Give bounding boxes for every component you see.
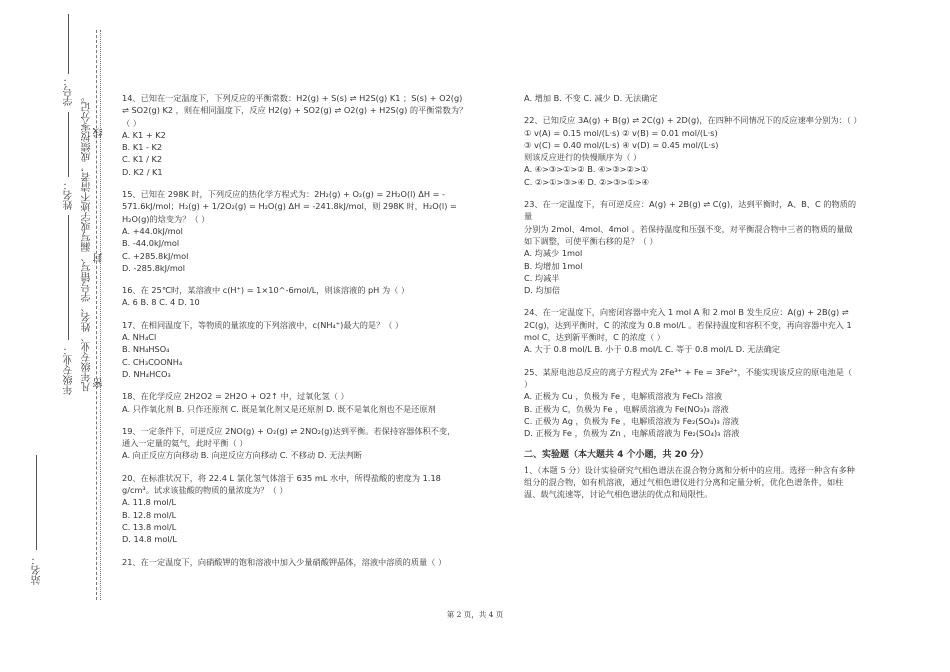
question-line: C. +285.8kJ/mol (122, 250, 189, 261)
binding-notice: 凡年级专业、姓名、学号错写、漏写或字迹不清者，成绩按零分记。 (82, 92, 93, 392)
experiment-line: 温、载气流速等，讨论气相色谱法的优点和局限性。 (524, 489, 713, 500)
grade-major-label: 年级专业： (64, 345, 75, 395)
student-id-underline (68, 14, 69, 74)
question-line: C. CH₃COONH₄ (122, 356, 183, 367)
student-id-label: 学号： (64, 76, 75, 106)
question-line: A. K1 + K2 (122, 129, 166, 140)
question-line: g/cm³。试求该盐酸的物质的量浓度为？（ ） (122, 485, 288, 496)
binding-dashed-line-inner (100, 30, 101, 600)
question-block (122, 472, 477, 546)
question-block (122, 284, 477, 309)
question-block (524, 366, 864, 440)
question-line: C. K1 / K2 (122, 154, 163, 165)
question-stem: 25、某原电池总反应的离子方程式为 2Fe³⁺ + Fe = 3Fe²⁺，不能实现该反应的原电池是（ (524, 366, 853, 377)
question-line: B. -44.0kJ/mol (122, 238, 180, 249)
question-stem: 14、已知在一定温度下，下列反应的平衡常数：H2(g) + S(s) ⇌ H2S(g) K1 ；S(s) + O2(g) (122, 93, 463, 103)
question-stem: 24、在一定温度下，向密闭容器中充入 1 mol A 和 2 mol B 发生反应：A(g) + 2B(g) ⇌ (524, 307, 849, 318)
question-stem: 21、在一定温度下，向硝酸钾的饱和溶液中加入少量硝酸钾晶体，溶液中溶质的质量（ ） (122, 556, 447, 567)
question-line: C. 正极为 Ag ，负极为 Fe ，电解质溶液为 Fe₂(SO₄)₃ 溶液 (524, 415, 739, 426)
question-line: A. 大于 0.8 mol/L B. 小于 0.8 mol/L C. 等于 0.8 mol/L D. 无法确定 (524, 344, 781, 355)
question-block (122, 319, 477, 380)
question-stem: 15、已知在 298K 时，下列反应的热化学方程式为：2H₂(g) + O₂(g) = 2H₂O(l) ΔH = - (122, 189, 445, 200)
question-line: A. 均减少 1mol (524, 248, 583, 259)
question-line: D. NH₄HCO₃ (122, 368, 171, 379)
question-line: A. +44.0kJ/mol (122, 225, 183, 236)
question-line: A. 正极为 Cu ，负极为 Fe ，电解质溶液为 FeCl₃ 溶液 (524, 391, 723, 402)
question-line: A. 只作氧化剂 B. 只作还原剂 C. 既是氧化剂又是还原剂 D. 既不是氧化剂也不是还原剂 (122, 403, 436, 414)
question-line: B. 12.8 mol/L (122, 509, 177, 520)
question-line: 则该反应进行的快慢顺序为（ ） (524, 152, 642, 163)
question-line: ① v(A) = 0.15 mol/(L·s) ② v(B) = 0.01 mol/(L·s) (524, 127, 718, 138)
question-line: 如下调整，可使平衡右移的是？（ ） (524, 235, 658, 246)
question-line: D. 正极为 Fe ，负极为 Zn ，电解质溶液为 Fe₂(SO₄)₃ 溶液 (524, 428, 740, 439)
question-line: A. 6 B. 8 C. 4 D. 10 (122, 297, 200, 308)
question-line: B. 正极为 C，负极为 Fe ，电解质溶液为 Fe(NO₃)₃ 溶液 (524, 403, 729, 414)
seal-xian: 线 (94, 128, 105, 138)
question-stem: 19、一定条件下，可逆反应 2NO(g) + O₂(g) ⇌ 2NO₂(g)达到平衡。若保持容器体积不变， (122, 425, 456, 436)
name-label: 姓名： (64, 180, 75, 210)
question-block (524, 114, 864, 188)
question-block (122, 390, 477, 415)
question-line: A. NH₄Cl (122, 332, 157, 343)
right-question-column (524, 92, 864, 511)
question-block (524, 198, 864, 296)
question-line: A. 11.8 mol/L (122, 497, 177, 508)
question-block (122, 92, 477, 178)
question-line: C. 均减半 (524, 272, 560, 283)
question-stem: 17、在相同温度下，等物质的量浓度的下列溶液中，c(NH₄⁺)最大的是？（ ） (122, 319, 404, 330)
question-line: C. ②>①>③>④ D. ②>③>①>④ (524, 176, 649, 187)
question-line: B. 均增加 1mol (524, 260, 583, 271)
experiment-line: 组分的混合物，如有机溶液，通过气相色谱仪进行分离和定量分析，优化色谱条件，如柱 (524, 477, 844, 488)
question-line: D. 均加倍 (524, 285, 561, 296)
question-line: D. -285.8kJ/mol (122, 262, 186, 273)
question-line: 571.6kJ/mol；H₂(g) + 1/2O₂(g) = H₂O(g) ΔH = -241.8kJ/mol，则 298K 时，H₂O(l) = (122, 201, 457, 212)
question-line: ③ v(C) = 0.40 mol/(L·s) ④ v(D) = 0.45 mol/(L·s) (524, 139, 719, 150)
station-underline (36, 455, 37, 550)
seal-mi: 密 (94, 378, 105, 388)
question-line: D. 14.8 mol/L (122, 534, 177, 545)
question-stem: 23、在一定温度下，有可逆反应：A(g) + 2B(g) ⇌ C(g)，达到平衡时，A、B、C 的物质的量 (524, 199, 857, 222)
question-line: 2C(g)，达到平衡时，C 的浓度为 0.8 mol/L 。若保持温度和容积不变，再向容器中充入 1 (524, 319, 852, 330)
question-line: （ ） (122, 117, 141, 128)
question-line: B. NH₄HSO₄ (122, 344, 170, 355)
grade-major-underline (68, 215, 69, 340)
station-label: 站名： (32, 555, 43, 585)
section-title: 二、实验题（本大题共 4 个小题，共 20 分） (524, 450, 709, 461)
question-line: 分别为 2mol、4mol、4mol 。若保持温度和压强不变，对平衡混合物中三者的物质的量做 (524, 223, 853, 234)
question-block (122, 188, 477, 274)
page-footer: 第 2 页，共 4 页 (446, 610, 504, 619)
question-line: C. 13.8 mol/L (122, 521, 177, 532)
question-line: H₂O(g)的焓变为？（ ） (122, 213, 210, 224)
question-line: A. ④>③>①>② B. ④>③>②>① (524, 164, 648, 175)
name-underline (68, 112, 69, 177)
question-block (524, 306, 864, 355)
experiment-question (524, 464, 864, 501)
question-stem: 22、已知反应 3A(g) + B(g) ⇌ 2C(g) + 2D(g)，在四种不同情况下的反应速率分别为：（ ） (524, 115, 862, 126)
question-stem: 18、在化学反应 2H2O2 = 2H2O + O2↑ 中，过氧化氢（ ） (122, 391, 349, 402)
question-line: mol C，达到新平衡时，C 的浓度（ ） (524, 332, 665, 343)
experiment-line: 1、（本题 5 分）设计实验研究气相色谱法在混合物分离和分析中的应用。选择一种含有多种 (524, 464, 855, 475)
question-stem: 16、在 25℃时，某溶液中 c(H⁺) = 1×10^-6mol/L，则该溶液的 pH 为（ ） (122, 285, 410, 296)
question-line: 通入一定量的氦气，此时平衡（ ） (122, 438, 248, 449)
question-block (122, 556, 477, 568)
left-question-column (122, 92, 477, 578)
seal-feng: 封 (94, 253, 105, 263)
question-line: B. K1 - K2 (122, 142, 163, 153)
question-block (122, 425, 477, 462)
binding-dashed-line-outer (96, 30, 97, 600)
question-block (524, 92, 864, 104)
question-line: A. 向正反应方向移动 B. 向逆反应方向移动 C. 不移动 D. 无法判断 (122, 450, 363, 461)
question-line: ⇌ SO2(g) K2 ，则在相同温度下，反应 H2(g) + SO2(g) ⇌ O2(g) + H2S(g) 的平衡常数为？ (122, 105, 468, 116)
question-line: D. K2 / K1 (122, 166, 163, 177)
question-stem: A. 增加 B. 不变 C. 减少 D. 无法确定 (524, 93, 658, 103)
question-line: ） (524, 378, 533, 389)
question-stem: 20、在标准状况下，将 22.4 L 氯化氢气体溶于 635 mL 水中，所得盐酸的密度为 1.18 (122, 472, 441, 483)
